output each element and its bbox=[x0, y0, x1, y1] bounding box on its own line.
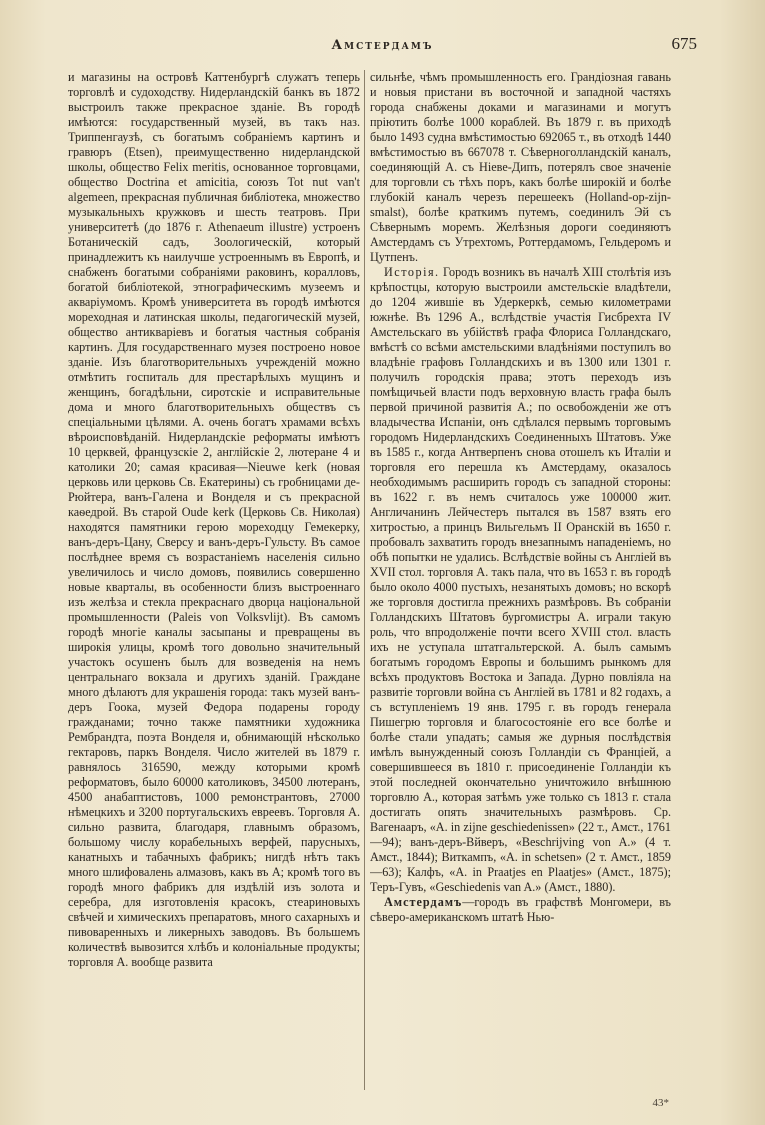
left-paragraph: и магазины на островѣ Каттенбургѣ служатъ теперь торговлѣ и судоходству. Нидерландскій банкъ въ 1872 выстроилъ также прекрасное зданіе. Въ городѣ имѣются: государственный музей, въ такъ наз. Триппенгаузѣ, съ богатымъ собраніемъ картинъ и гравюръ (Etsen), преимущественно нидерландской школы, общество Felix meritis, основанное торговцами, общество Doctrina et amicitia, союзъ Tot nut van't algemeen, прекрасная публичная библіотека, множество музыкальныхъ кружковъ и шесть театровъ. При университетѣ (до 1876 г. Athenaeum illustre) устроенъ Ботаническій садъ, Зоологическій, который принадлежитъ къ наилучше устроеннымъ въ Европѣ, и снабженъ богатыми собраніями раковинъ, коралловъ, богатой библіотекой, этнографическимъ музеемъ и акваріумомъ. Кромѣ университета въ городѣ имѣются мореходная и латинская школы, педагогическій музей, общество антикваріевъ и богатыя частныя собранія картинъ. Для государственнаго музея построено новое зданіе. Изъ благотворительныхъ учрежденій можно отмѣтить госпиталь для престарѣлыхъ мущинъ и женщинъ, богадѣльни, сиротскіе и исправительные дома и много благотворительныхъ обществъ съ спеціальными цѣлями. А. очень богатъ храмами всѣхъ вѣроисповѣданій. Нидерландскіе реформаты имѣютъ 10 церквей, французскіе 2, англійскіе 2, лютеране 4 и католики 20; самая красивая—Nieuwe kerk (новая церковь или церковь Св. Екатерины) съ гробницами де-Рюйтера, ванъ-Галена и Вонделя и съ прекрасной каѳедрой. Въ старой Oude kerk (Церковь Св. Николая) находятся памятники герою мореходцу Гемекерку, ванъ-деръ-Цану, Сверсу и ванъ-деръ-Гульсту. Въ самое послѣднее время съ возрастаніемъ населенія сильно увеличилось и число домовъ, появились совершенно новые кварталы, въ особенности близъ выстроеннаго изъ желѣза и стекла прекраснаго дворца національной промышленности (Paleis von Volksvlijt). Въ самомъ городѣ многіе каналы засыпаны и превращены въ широкія улицы, кромѣ того довольно значительный участокъ осушенъ былъ для возведенія на немъ центральнаго вокзала и другихъ зданій. Граждане много дѣлаютъ для украшенія города: такъ музей ванъ-деръ Гоока, музей Федора подарены городу гражданами; точно также памятники художника Рембрандта, поэта Вонделя и, обнимающій нѣсколько гектаровъ, паркъ Вонделя. Число жителей въ 1879 г. равнялось 316590, между которыми кромѣ реформатовъ, было 60000 католиковъ, 34500 лютеранъ, 4500 анабаптистовъ, 1000 ремонстрантовъ, 27000 нѣмецкихъ и 3200 португальскихъ евреевъ. Торговля А. сильно развита, благодаря, главнымъ образомъ, большому числу корабельныхъ верфей, парусныхъ, канатныхъ и табачныхъ фабрикъ; нигдѣ нѣтъ такъ много шлифовалень алмазовъ, какъ въ А; кромѣ того въ городѣ много фабрикъ для издѣлій изъ золота и серебра, для изготовленія красокъ, стеариновыхъ свѣчей и химическихъ препаратовъ, много сахарныхъ и пивоваренныхъ и ликерныхъ заводовъ. Въ большемъ количествѣ вывозится хлѣбъ и колоніальные продукты; торговля А. вообще развита bbox=[68, 70, 360, 969]
left-column bbox=[68, 70, 360, 1090]
page-number: 675 bbox=[671, 34, 697, 53]
entry-headword: Амстердамъ bbox=[384, 895, 463, 909]
history-text: Городъ возникъ въ началѣ XIII столѣтія изъ крѣпостцы, которую выстроили амстельскіе владѣтели, до 1204 жившіе въ Удеркеркѣ, семью километрами южнѣе. Въ 1296 А., вслѣдствіе участія Гисбрехта IV Амстельскаго въ убійствѣ графа Флориса Голландскаго, вмѣстѣ со всѣми амстельскими владѣніями поступилъ во владѣніе графовъ Голландскихъ и въ 1300 или 1301 г. получилъ городскія права; этотъ переходъ изъ помѣщичьей власти подъ верховную власть графа былъ первой причиной развитія А.; по освобожденіи же отъ владычества Испаніи, онъ сдѣлался первымъ торговымъ городомъ Нидерландскихъ Соединенныхъ Штатовъ. Уже въ 1585 г., когда Антверпенъ снова отошелъ къ Италіи и торговля его перешла къ Амстердаму, оказалось необходимымъ расширить городъ съ западной стороны: въ 1622 г. въ немъ считалось уже 100000 жит. Англичанинъ Лейчестеръ пытался въ 1587 взять его хитростью, а принцъ Вильгельмъ II Оранскій въ 1650 г. пробовалъ захватить городъ внезапнымъ нападеніемъ, но обѣ попытки не удались. Вслѣдствіе войны съ Англіей въ XVII стол. торговля А. такъ пала, что въ 1653 г. въ городѣ было около 4000 пустыхъ, незанятыхъ домовъ; но вскорѣ же торговля достигла прежнихъ размѣровъ. Въ собраніи Голландскихъ Штатовъ бургомистры А. играли такую роль, что впродолженіе почти всего XVIII стол. власть ихъ не уступала штатгальтерской. А. былъ самымъ богатымъ городомъ Европы и большимъ рынкомъ для всѣхъ продуктовъ Востока и Запада. Дурно повліяла на развитіе торговли война съ Англіей въ 1781 и 82 годахъ, а съ вступленіемъ 19 янв. 1795 г. въ городъ генерала Пишегрю торговля и благосостояніе его все болѣе и болѣе стали упадать; самыя же дурныя послѣдствія имѣлъ вынужденный союзъ Голландіи съ Франціей, а совершившееся въ 1810 г. присоединеніе Голландіи къ этой последней окончательно уничтожило внѣшнюю торговлю А., которая затѣмъ уже только съ 1813 г. стала достигать опять значительныхъ размѣровъ. Ср. Вагенааръ, «A. in zijne geschiedenissen» (22 т., Амст., 1761—94); ванъ-деръ-Вйверъ, «Beschrijving von A.» (4 т. Амст., 1844); Виткампъ, «A. in schetsen» (2 т. Амст., 1859—63); Калфъ, «A. in Praatjes en Plaatjes» (Амст., 1875); Теръ-Гувъ, «Geschiedenis van A.» (Амст., 1880). bbox=[370, 265, 671, 894]
right-paragraph-trade: сильнѣе, чѣмъ промышленность его. Грандіозная гавань и новыя пристани въ восточной и западной частяхъ города снабжены доками и магазинами и могутъ пріютить болѣе 1000 кораблей. Въ 1879 г. въ приходѣ было 1493 судна вмѣстимостью 692065 т., въ отходѣ 1440 вмѣстимостью въ 667078 т. Сѣверноголландскій каналъ, соединяющій А. съ Ніеве-Дипъ, потерялъ свое значеніе для торговли съ тѣхъ поръ, какъ болѣе широкій и болѣе глубокій каналъ черезъ перешеекъ (Holland-op-zijn-smalst), болѣе краткимъ путемъ, соединилъ Эй съ Сѣвернымъ моремъ. Желѣзныя дороги соединяютъ Амстердамъ съ Утрехтомъ, Роттердамомъ, Гельдеромъ и Цутпенъ. bbox=[370, 70, 671, 264]
sheet-signature: 43* bbox=[652, 1097, 669, 1109]
running-head: Амстердамъ bbox=[331, 38, 434, 53]
history-label: Исторія. bbox=[384, 265, 440, 279]
right-column bbox=[370, 70, 671, 1090]
entry-text: —городъ въ графствѣ Монгомери, въ сѣверо-американскомъ штатѣ Нью- bbox=[370, 895, 671, 924]
new-entry-paragraph bbox=[370, 895, 671, 925]
history-paragraph bbox=[370, 265, 671, 895]
column-divider bbox=[364, 70, 365, 1090]
